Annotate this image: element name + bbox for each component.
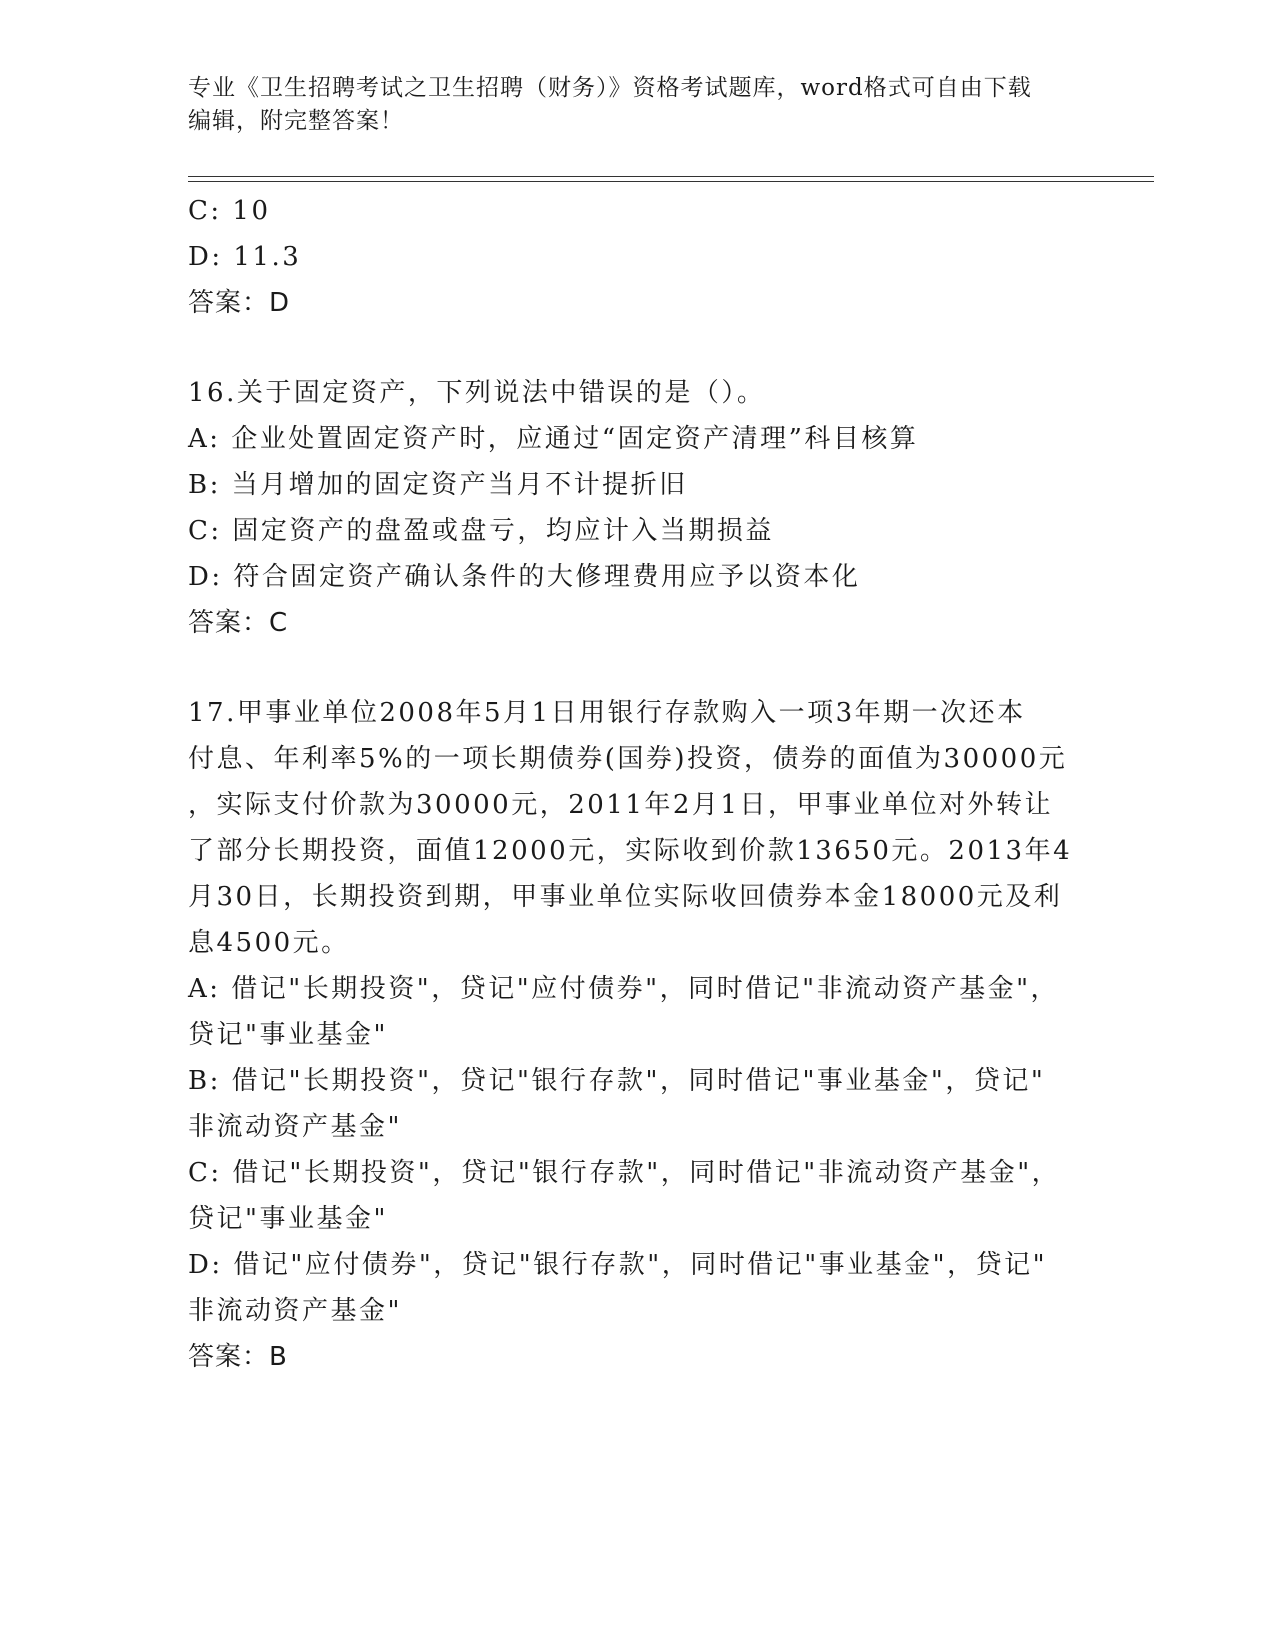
option-a: A: 企业处置固定资产时，应通过“固定资产清理”科目核算 — [188, 424, 919, 454]
header-line-1: 专业《卫生招聘考试之卫生招聘（财务）》资格考试题库，word格式可自由下载 — [188, 75, 1032, 101]
header-divider-bottom — [188, 181, 1154, 182]
answer: 答案：D — [188, 288, 291, 318]
option-a: A: 借记"长期投资"，贷记"应付债券"，同时借记"非流动资产基金"， — [188, 974, 1060, 1004]
option-c: C: 固定资产的盘盈或盘亏，均应计入当期损益 — [188, 516, 774, 546]
option-c: C: 借记"长期投资"，贷记"银行存款"，同时借记"非流动资产基金"， — [188, 1158, 1061, 1188]
question-stem-line: 了部分长期投资，面值12000元，实际收到价款13650元。2013年4 — [188, 836, 1073, 866]
answer: 答案：B — [188, 1342, 288, 1372]
question-stem-line: 付息、年利率5%的一项长期债券(国券)投资，债券的面值为30000元 — [188, 744, 1068, 774]
option-a-continued: 贷记"事业基金" — [188, 1020, 388, 1050]
option-b: B: 借记"长期投资"，贷记"银行存款"，同时借记"事业基金"，贷记" — [188, 1066, 1046, 1096]
question-stem-line: 息4500元。 — [188, 928, 350, 958]
question-17 — [188, 690, 1078, 1380]
question-15-tail — [188, 188, 1078, 326]
page-header — [188, 72, 1068, 138]
document-body — [188, 188, 1078, 1380]
question-stem-line: ，实际支付价款为30000元，2011年2月1日，甲事业单位对外转让 — [188, 790, 1053, 820]
header-line-2: 编辑，附完整答案！ — [188, 108, 404, 134]
option-c: C: 10 — [188, 196, 271, 226]
question-16 — [188, 370, 1078, 646]
question-stem-line: 17.甲事业单位2008年5月1日用银行存款购入一项3年期一次还本 — [188, 698, 1026, 728]
option-d: D: 借记"应付债券"，贷记"银行存款"，同时借记"事业基金"，贷记" — [188, 1250, 1048, 1280]
question-stem: 16.关于固定资产，下列说法中错误的是（）。 — [188, 378, 766, 408]
option-b-continued: 非流动资产基金" — [188, 1112, 402, 1142]
option-d: D: 符合固定资产确认条件的大修理费用应予以资本化 — [188, 562, 861, 592]
option-b: B: 当月增加的固定资产当月不计提折旧 — [188, 470, 688, 500]
option-d: D: 11.3 — [188, 242, 302, 272]
option-c-continued: 贷记"事业基金" — [188, 1204, 388, 1234]
question-stem-line: 月30日，长期投资到期，甲事业单位实际收回债券本金18000元及利 — [188, 882, 1063, 912]
option-d-continued: 非流动资产基金" — [188, 1296, 402, 1326]
header-divider-top — [188, 176, 1154, 177]
answer: 答案：C — [188, 608, 289, 638]
